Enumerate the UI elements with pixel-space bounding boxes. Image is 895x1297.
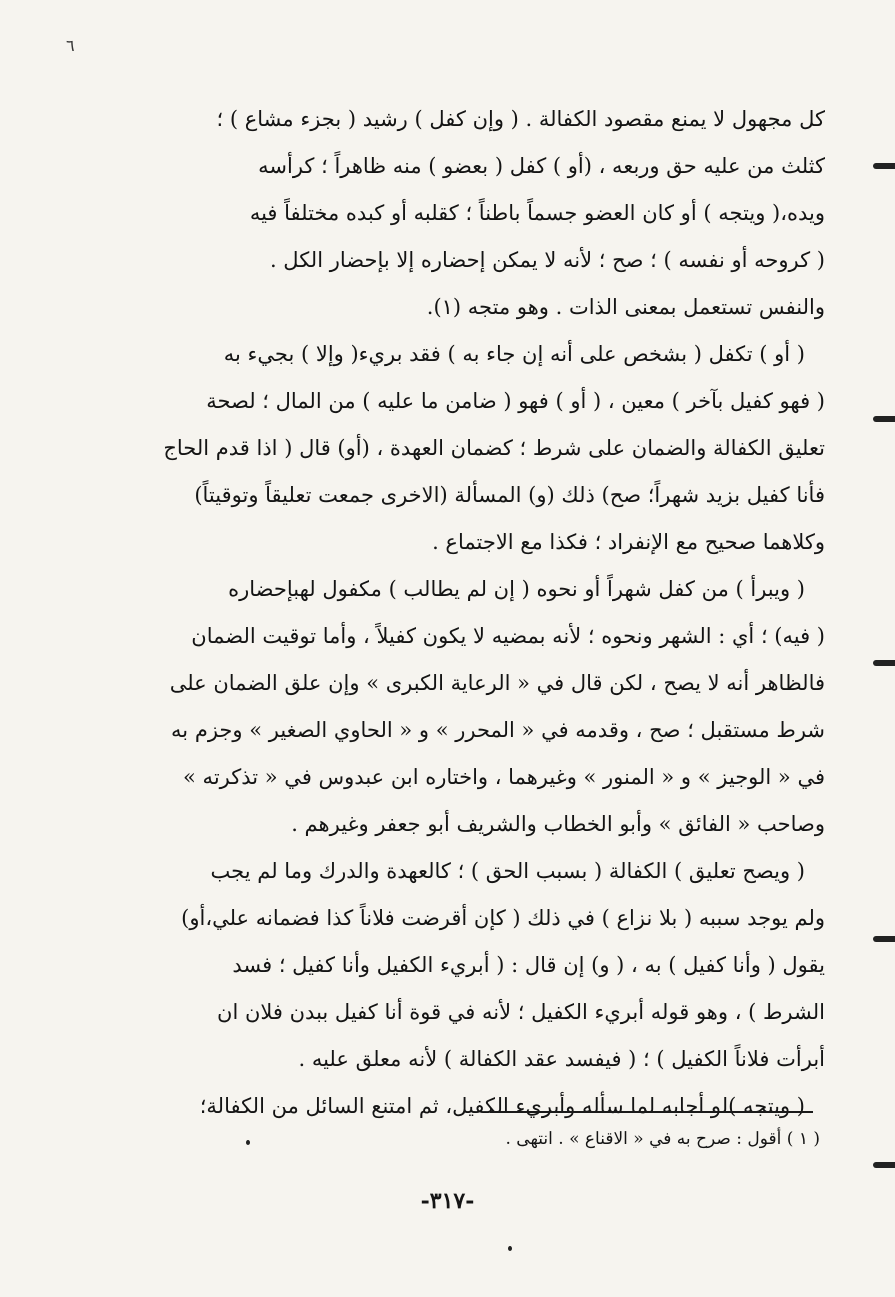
text-line: شرط مستقبل ؛ صح ، وقدمه في « المحرر » و « الحاوي الصغير » وجزم به: [171, 718, 825, 742]
text-line: كثلث من عليه حق وربعه ، (أو ) كفل ( بعضو ) منه ظاهراً ؛ كرأسه: [258, 154, 825, 178]
main-text-block: [150, 96, 825, 1130]
text-line: الشرط ) ، وهو قوله أبريء الكفيل ؛ لأنه في قوة أنا كفيل ببدن فلان ان: [217, 1000, 825, 1024]
binding-hole-mark: [873, 660, 895, 666]
text-line: يقول ( وأنا كفيل ) به ، ( و) إن قال : ( أبريء الكفيل وأنا كفيل ؛ فسد: [232, 953, 825, 977]
text-line: فأنا كفيل بزيد شهراً؛ صح) ذلك (و) المسألة (الاخرى جمعت تعليقاً وتوقيتاً): [194, 483, 825, 507]
corner-number: ٦: [66, 36, 75, 55]
page-number: -٣١٧-: [420, 1188, 475, 1214]
text-line: وصاحب « الفائق » وأبو الخطاب والشريف أبو جعفر وغيرهم .: [291, 812, 825, 836]
text-line: وكلاهما صحيح مع الإنفراد ؛ فكذا مع الاجتماع .: [432, 530, 825, 554]
paragraph-start-line: ( ويتجه )لو أجابه لما سأله وأبريء الكفيل، ثم امتنع السائل من الكفالة؛: [199, 1094, 805, 1118]
text-line: فالظاهر أنه لا يصح ، لكن قال في « الرعاية الكبرى » وإن علق الضمان على: [169, 671, 825, 695]
text-line: ويده،( ويتجه ) أو كان العضو جسماً باطناً ؛ كقلبه أو كبده مختلفاً فيه: [249, 201, 825, 225]
binding-hole-mark: [873, 936, 895, 942]
text-line: كل مجهول لا يمنع مقصود الكفالة . ( وإن كفل ) رشيد ( بجزء مشاع ) ؛: [216, 107, 825, 131]
text-line: ( فيه) ؛ أي : الشهر ونحوه ؛ لأنه بمضيه لا يكون كفيلاً ، وأما توقيت الضمان: [191, 624, 825, 648]
paragraph-start-line: ( ويصح تعليق ) الكفالة ( بسبب الحق ) ؛ كالعهدة والدرك وما لم يجب: [210, 859, 805, 883]
text-line: في « الوجيز » و « المنور » وغيرهما ، واختاره ابن عبدوس في « تذكرته »: [183, 765, 825, 789]
text-line: تعليق الكفالة والضمان على شرط ؛ كضمان العهدة ، (أو) قال ( اذا قدم الحاج: [163, 436, 825, 460]
text-line: ( فهو كفيل بآخر ) معين ، ( أو ) فهو ( ضامن ما عليه ) من المال ؛ لصحة: [206, 389, 825, 413]
paragraph-start-line: ( أو ) تكفل ( بشخص على أنه إن جاء به ) فقد بريء( وإلا ) بجيء به: [223, 342, 805, 366]
binding-hole-mark: [873, 163, 895, 169]
footnote: ( ١ ) أقول : صرح به في « الاقناع » . انتهى .: [505, 1129, 820, 1149]
text-line: أبرأت فلاناً الكفيل ) ؛ ( فيفسد عقد الكفالة ) لأنه معلق عليه .: [298, 1047, 825, 1071]
text-line: ( كروحه أو نفسه ) ؛ صح ؛ لأنه لا يمكن إحضاره إلا بإحضار الكل .: [269, 248, 825, 272]
ink-speck: [508, 1246, 512, 1251]
binding-hole-mark: [873, 416, 895, 422]
footnote-divider: [490, 1111, 813, 1113]
binding-hole-mark: [873, 1162, 895, 1168]
ink-speck: [246, 1140, 250, 1145]
text-line: والنفس تستعمل بمعنى الذات . وهو متجه (١).: [426, 295, 825, 319]
text-line: ولم يوجد سببه ( بلا نزاع ) في ذلك ( كإن أقرضت فلاناً كذا فضمانه علي،أو): [181, 906, 825, 930]
paragraph-start-line: ( ويبرأ ) من كفل شهراً أو نحوه ( إن لم يطالب ) مكفول لهبإحضاره: [228, 577, 805, 601]
